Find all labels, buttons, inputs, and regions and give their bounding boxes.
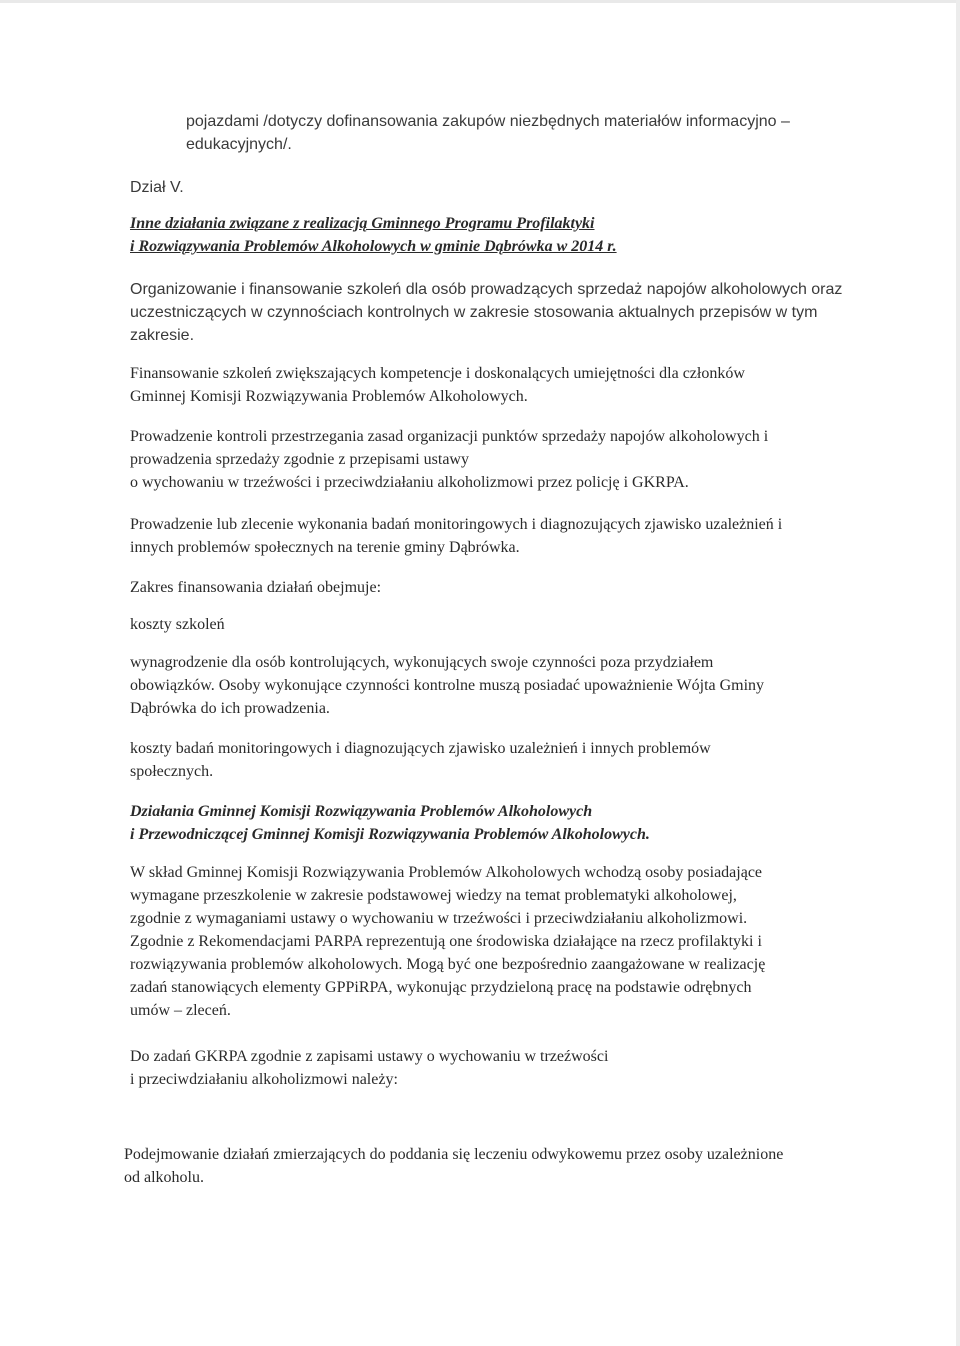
paragraph-line: i przeciwdziałaniu alkoholizmowi należy: (130, 1071, 398, 1088)
paragraph-line: Finansowanie szkoleń zwiększających kompetencje i doskonalących umiejętności dla członków (130, 365, 745, 382)
paragraph-line: umów – zleceń. (130, 1002, 231, 1019)
paragraph-line: innych problemów społecznych na terenie gminy Dąbrówka. (130, 539, 520, 556)
paragraph-line: obowiązków. Osoby wykonujące czynności kontrolne muszą posiadać upoważnienie Wójta Gminy (130, 677, 765, 694)
paragraph-line: uczestniczących w czynnościach kontrolnych w zakresie stosowania aktualnych przepisów w tym (130, 304, 818, 321)
paragraph-line: W skład Gminnej Komisji Rozwiązywania Problemów Alkoholowych wchodzą osoby posiadające (130, 864, 763, 881)
commission-paragraph (130, 861, 765, 1022)
intro-line: edukacyjnych/. (186, 136, 292, 153)
section-label: Dział V. (130, 179, 184, 196)
section-heading-line: Inne działania związane z realizacją Gminnego Programu Profilaktyki (130, 215, 595, 232)
tasks-intro (130, 1045, 608, 1091)
paragraph-line: Podejmowanie działań zmierzających do poddania się leczeniu odwykowemu przez osoby uzależnione (124, 1146, 784, 1163)
paragraph-line: rozwiązywania problemów alkoholowych. Mogą być one bezpośrednio zaangażowane w realizację (130, 956, 766, 973)
commission-heading-line: Działania Gminnej Komisji Rozwiązywania Problemów Alkoholowych (130, 803, 593, 820)
cost-item-training: koszty szkoleń (130, 616, 225, 633)
intro-paragraph (186, 110, 790, 156)
commission-heading (130, 800, 650, 846)
paragraph-line: zadań stanowiących elementy GPPiRPA, wykonując przydzieloną pracę na podstawie odrębnych (130, 979, 752, 996)
task-item-treatment (124, 1143, 783, 1189)
paragraph-line: Organizowanie i finansowanie szkoleń dla osób prowadzących sprzedaż napojów alkoholowych oraz (130, 281, 843, 298)
paragraph-research (130, 513, 782, 559)
paragraph-line: Gminnej Komisji Rozwiązywania Problemów Alkoholowych. (130, 388, 528, 405)
paragraph-line: Do zadań GKRPA zgodnie z zapisami ustawy o wychowaniu w trzeźwości (130, 1048, 609, 1065)
paragraph-line: Prowadzenie lub zlecenie wykonania badań monitoringowych i diagnozujących zjawisko uzależnień i (130, 516, 783, 533)
intro-line: pojazdami /dotyczy dofinansowania zakupów niezbędnych materiałów informacyjno – (186, 113, 790, 130)
section-heading (130, 212, 617, 258)
paragraph-line: wymagane przeszkolenie w zakresie podstawowej wiedzy na temat problematyki alkoholowej, (130, 887, 737, 904)
paragraph-line: zgodnie z wymaganiami ustawy o wychowaniu w trzeźwości i przeciwdziałaniu alkoholizmowi. (130, 910, 748, 927)
paragraph-line: Zgodnie z Rekomendacjami PARPA reprezentują one środowiska działające na rzecz profilaktyki i (130, 933, 762, 950)
paragraph-training-commission (130, 362, 745, 408)
cost-item-salaries (130, 651, 764, 720)
paragraph-line: Dąbrówka do ich prowadzenia. (130, 700, 330, 717)
paragraph-inspections (130, 425, 768, 494)
paragraph-line: zakresie. (130, 327, 195, 344)
paragraph-training-sellers (130, 278, 842, 347)
financing-label: Zakres finansowania działań obejmuje: (130, 579, 382, 596)
paragraph-line: wynagrodzenie dla osób kontrolujących, wykonujących swoje czynności poza przydziałem (130, 654, 714, 671)
paragraph-line: o wychowaniu w trzeźwości i przeciwdziałaniu alkoholizmowi przez policję i GKRPA. (130, 474, 689, 491)
section-heading-line: i Rozwiązywania Problemów Alkoholowych w gminie Dąbrówka w 2014 r. (130, 238, 617, 255)
paragraph-line: Prowadzenie kontroli przestrzegania zasad organizacji punktów sprzedaży napojów alkoholowych i (130, 428, 769, 445)
paragraph-line: od alkoholu. (124, 1169, 204, 1186)
scan-edge-right (956, 0, 960, 1346)
paragraph-line: prowadzenia sprzedaży zgodnie z przepisami ustawy (130, 451, 469, 468)
paragraph-line: koszty badań monitoringowych i diagnozujących zjawisko uzależnień i innych problemów (130, 740, 711, 757)
scan-edge-top (0, 0, 960, 3)
cost-item-research (130, 737, 711, 783)
commission-heading-line: i Przewodniczącej Gminnej Komisji Rozwiązywania Problemów Alkoholowych. (130, 826, 650, 843)
paragraph-line: społecznych. (130, 763, 214, 780)
